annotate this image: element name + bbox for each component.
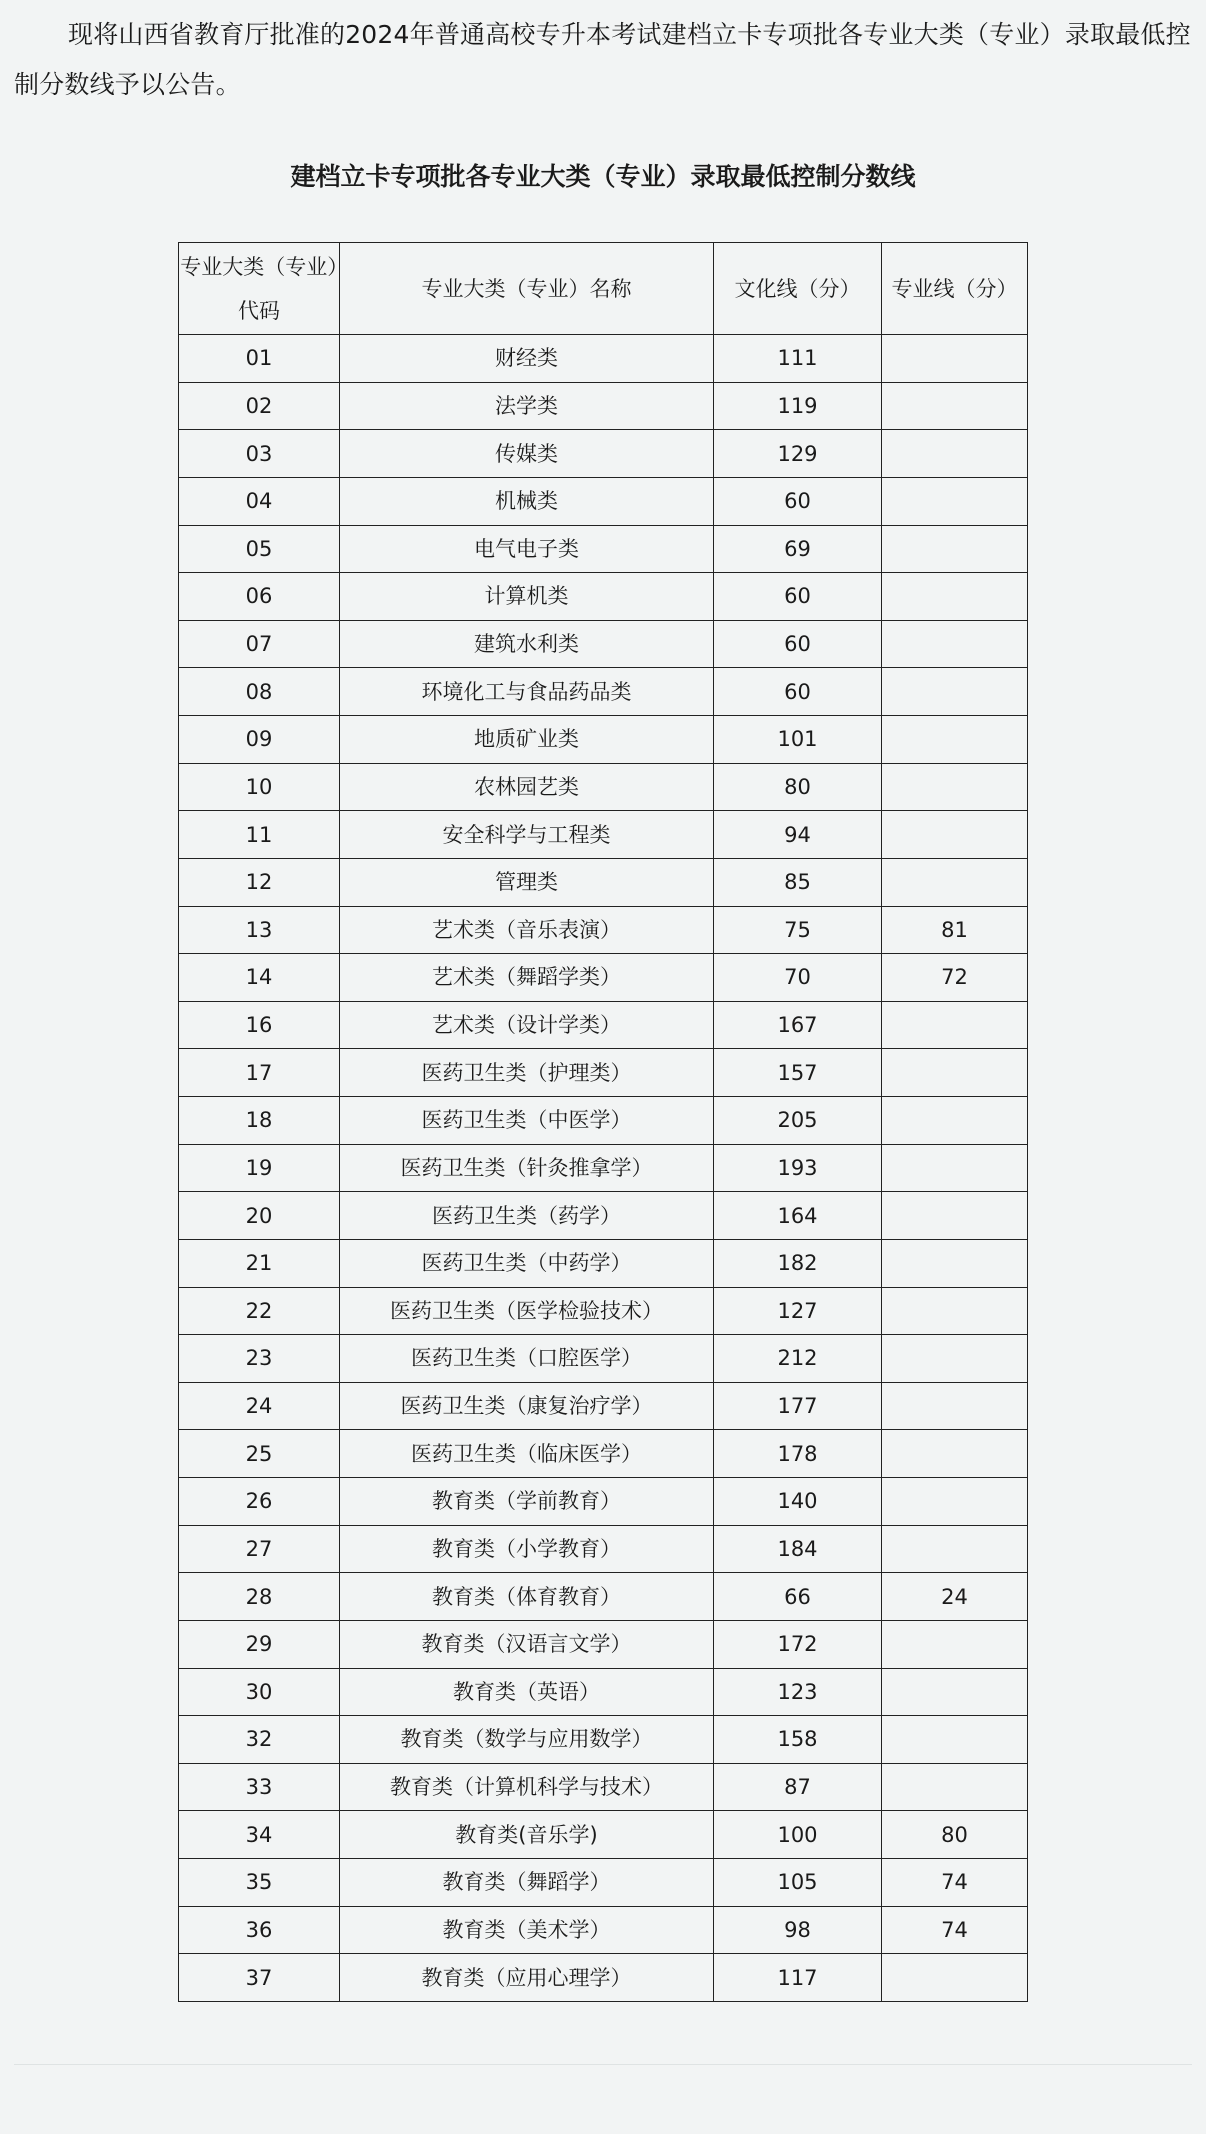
cell-culture-score: 129 (714, 430, 882, 478)
cell-culture-score: 105 (714, 1859, 882, 1907)
cell-major-score (882, 1620, 1028, 1668)
cell-major-score (882, 1525, 1028, 1573)
table-row (179, 954, 1028, 1002)
table-row (179, 525, 1028, 573)
cell-culture-score: 111 (714, 335, 882, 383)
table-row (179, 668, 1028, 716)
cell-culture-score: 158 (714, 1716, 882, 1764)
header-culture-score: 文化线（分） (714, 243, 882, 335)
cell-major-score (882, 335, 1028, 383)
cell-major-score (882, 1001, 1028, 1049)
table-row (179, 1335, 1028, 1383)
cell-major-score (882, 1335, 1028, 1383)
cell-culture-score: 80 (714, 763, 882, 811)
cell-culture-score: 182 (714, 1239, 882, 1287)
cell-major-score (882, 1668, 1028, 1716)
cell-code: 26 (179, 1478, 340, 1526)
cell-name: 农林园艺类 (340, 763, 714, 811)
cell-culture-score: 85 (714, 858, 882, 906)
cell-major-score: 24 (882, 1573, 1028, 1621)
cell-culture-score: 177 (714, 1382, 882, 1430)
table-row (179, 1239, 1028, 1287)
table-row (179, 1525, 1028, 1573)
cell-culture-score: 123 (714, 1668, 882, 1716)
cell-code: 01 (179, 335, 340, 383)
cell-major-score (882, 1763, 1028, 1811)
cell-major-score: 74 (882, 1859, 1028, 1907)
cell-code: 24 (179, 1382, 340, 1430)
cell-name: 教育类（汉语言文学） (340, 1620, 714, 1668)
table-row (179, 1097, 1028, 1145)
cell-code: 32 (179, 1716, 340, 1764)
cell-code: 14 (179, 954, 340, 1002)
table-row (179, 1573, 1028, 1621)
cell-culture-score: 178 (714, 1430, 882, 1478)
table-row (179, 716, 1028, 764)
cell-culture-score: 60 (714, 668, 882, 716)
cell-name: 医药卫生类（护理类） (340, 1049, 714, 1097)
cell-culture-score: 100 (714, 1811, 882, 1859)
cell-name: 教育类（计算机科学与技术） (340, 1763, 714, 1811)
cell-code: 21 (179, 1239, 340, 1287)
header-major-score: 专业线（分） (882, 243, 1028, 335)
cell-name: 医药卫生类（中药学） (340, 1239, 714, 1287)
cell-code: 29 (179, 1620, 340, 1668)
cell-culture-score: 60 (714, 573, 882, 621)
table-row (179, 1382, 1028, 1430)
cell-code: 09 (179, 716, 340, 764)
table-row (179, 858, 1028, 906)
cell-culture-score: 157 (714, 1049, 882, 1097)
cell-major-score (882, 1954, 1028, 2002)
cell-name: 教育类（美术学） (340, 1906, 714, 1954)
table-body (179, 335, 1028, 2002)
table-row (179, 430, 1028, 478)
cell-code: 19 (179, 1144, 340, 1192)
cell-name: 建筑水利类 (340, 620, 714, 668)
cell-major-score (882, 763, 1028, 811)
cell-major-score: 72 (882, 954, 1028, 1002)
table-row (179, 1001, 1028, 1049)
table-row (179, 620, 1028, 668)
table-row (179, 382, 1028, 430)
cell-code: 16 (179, 1001, 340, 1049)
cell-culture-score: 172 (714, 1620, 882, 1668)
cell-major-score (882, 1097, 1028, 1145)
cell-culture-score: 140 (714, 1478, 882, 1526)
table-row (179, 1049, 1028, 1097)
cell-major-score (882, 811, 1028, 859)
cell-code: 17 (179, 1049, 340, 1097)
cell-name: 医药卫生类（中医学） (340, 1097, 714, 1145)
cell-name: 安全科学与工程类 (340, 811, 714, 859)
cell-name: 医药卫生类（临床医学） (340, 1430, 714, 1478)
cell-name: 教育类（学前教育） (340, 1478, 714, 1526)
table-row (179, 1763, 1028, 1811)
cell-major-score (882, 1287, 1028, 1335)
cell-code: 04 (179, 477, 340, 525)
cell-name: 教育类（应用心理学） (340, 1954, 714, 2002)
cell-name: 计算机类 (340, 573, 714, 621)
cell-culture-score: 69 (714, 525, 882, 573)
cell-name: 教育类（舞蹈学） (340, 1859, 714, 1907)
cell-name: 机械类 (340, 477, 714, 525)
cell-major-score (882, 477, 1028, 525)
cell-name: 教育类（体育教育） (340, 1573, 714, 1621)
cell-code: 20 (179, 1192, 340, 1240)
cell-culture-score: 87 (714, 1763, 882, 1811)
cell-major-score (882, 382, 1028, 430)
table-row (179, 1716, 1028, 1764)
cell-code: 23 (179, 1335, 340, 1383)
cell-code: 34 (179, 1811, 340, 1859)
table-row (179, 906, 1028, 954)
cell-name: 艺术类（音乐表演） (340, 906, 714, 954)
cell-major-score (882, 858, 1028, 906)
cell-code: 06 (179, 573, 340, 621)
table-title: 建档立卡专项批各专业大类（专业）录取最低控制分数线 (290, 162, 916, 191)
cell-name: 电气电子类 (340, 525, 714, 573)
cell-culture-score: 167 (714, 1001, 882, 1049)
cell-major-score: 81 (882, 906, 1028, 954)
header-name: 专业大类（专业）名称 (340, 243, 714, 335)
cell-code: 36 (179, 1906, 340, 1954)
cell-culture-score: 94 (714, 811, 882, 859)
cell-major-score (882, 1716, 1028, 1764)
cell-major-score (882, 620, 1028, 668)
cell-code: 03 (179, 430, 340, 478)
cell-name: 医药卫生类（药学） (340, 1192, 714, 1240)
cell-major-score (882, 430, 1028, 478)
table-row (179, 573, 1028, 621)
cell-name: 传媒类 (340, 430, 714, 478)
cell-culture-score: 75 (714, 906, 882, 954)
cell-code: 30 (179, 1668, 340, 1716)
table-row (179, 335, 1028, 383)
cell-culture-score: 66 (714, 1573, 882, 1621)
cell-code: 27 (179, 1525, 340, 1573)
cell-name: 医药卫生类（口腔医学） (340, 1335, 714, 1383)
table-row (179, 1287, 1028, 1335)
cell-culture-score: 193 (714, 1144, 882, 1192)
cell-code: 22 (179, 1287, 340, 1335)
cell-name: 教育类（小学教育） (340, 1525, 714, 1573)
cell-name: 医药卫生类（康复治疗学） (340, 1382, 714, 1430)
cell-major-score (882, 525, 1028, 573)
cell-code: 12 (179, 858, 340, 906)
table-row (179, 1192, 1028, 1240)
cell-name: 财经类 (340, 335, 714, 383)
cell-code: 37 (179, 1954, 340, 2002)
cell-culture-score: 117 (714, 1954, 882, 2002)
footer-divider (14, 2064, 1192, 2065)
cell-major-score (882, 1144, 1028, 1192)
cell-name: 地质矿业类 (340, 716, 714, 764)
cell-major-score (882, 668, 1028, 716)
table-header (179, 243, 1028, 335)
cell-major-score (882, 716, 1028, 764)
table-row (179, 1859, 1028, 1907)
cell-culture-score: 205 (714, 1097, 882, 1145)
cell-code: 05 (179, 525, 340, 573)
cell-major-score: 80 (882, 1811, 1028, 1859)
table-row (179, 1478, 1028, 1526)
table-row (179, 1430, 1028, 1478)
cell-major-score (882, 1430, 1028, 1478)
cell-code: 08 (179, 668, 340, 716)
table-row (179, 1811, 1028, 1859)
cell-major-score (882, 1049, 1028, 1097)
cell-code: 25 (179, 1430, 340, 1478)
cell-culture-score: 164 (714, 1192, 882, 1240)
cell-code: 07 (179, 620, 340, 668)
cell-name: 医药卫生类（医学检验技术） (340, 1287, 714, 1335)
cell-name: 艺术类（舞蹈学类） (340, 954, 714, 1002)
cell-major-score (882, 1192, 1028, 1240)
table-row (179, 1906, 1028, 1954)
cell-name: 教育类（数学与应用数学） (340, 1716, 714, 1764)
cell-code: 11 (179, 811, 340, 859)
table-row (179, 763, 1028, 811)
cell-name: 法学类 (340, 382, 714, 430)
cell-name: 教育类（英语） (340, 1668, 714, 1716)
cell-culture-score: 212 (714, 1335, 882, 1383)
table-row (179, 1954, 1028, 2002)
table-row (179, 1668, 1028, 1716)
cell-code: 18 (179, 1097, 340, 1145)
cell-major-score (882, 1382, 1028, 1430)
cell-culture-score: 184 (714, 1525, 882, 1573)
cell-culture-score: 119 (714, 382, 882, 430)
table-row (179, 811, 1028, 859)
cell-name: 管理类 (340, 858, 714, 906)
table-row (179, 1620, 1028, 1668)
cell-name: 环境化工与食品药品类 (340, 668, 714, 716)
announcement-text: 现将山西省教育厅批准的2024年普通高校专升本考试建档立卡专项批各专业大类（专业）录取最低控制分数线予以公告。 (14, 20, 1191, 99)
cell-culture-score: 60 (714, 620, 882, 668)
cell-name: 教育类(音乐学) (340, 1811, 714, 1859)
cell-major-score (882, 1239, 1028, 1287)
header-row (179, 243, 1028, 335)
cell-culture-score: 101 (714, 716, 882, 764)
cell-code: 13 (179, 906, 340, 954)
cell-major-score (882, 573, 1028, 621)
cell-code: 02 (179, 382, 340, 430)
table-row (179, 477, 1028, 525)
cell-name: 艺术类（设计学类） (340, 1001, 714, 1049)
header-code: 专业大类（专业）代码 (179, 243, 340, 335)
cell-culture-score: 70 (714, 954, 882, 1002)
cell-code: 28 (179, 1573, 340, 1621)
cell-major-score: 74 (882, 1906, 1028, 1954)
score-table (178, 242, 1028, 2002)
cell-major-score (882, 1478, 1028, 1526)
cell-code: 35 (179, 1859, 340, 1907)
cell-code: 10 (179, 763, 340, 811)
cell-code: 33 (179, 1763, 340, 1811)
table-row (179, 1144, 1028, 1192)
cell-culture-score: 98 (714, 1906, 882, 1954)
cell-culture-score: 60 (714, 477, 882, 525)
cell-name: 医药卫生类（针灸推拿学） (340, 1144, 714, 1192)
cell-culture-score: 127 (714, 1287, 882, 1335)
